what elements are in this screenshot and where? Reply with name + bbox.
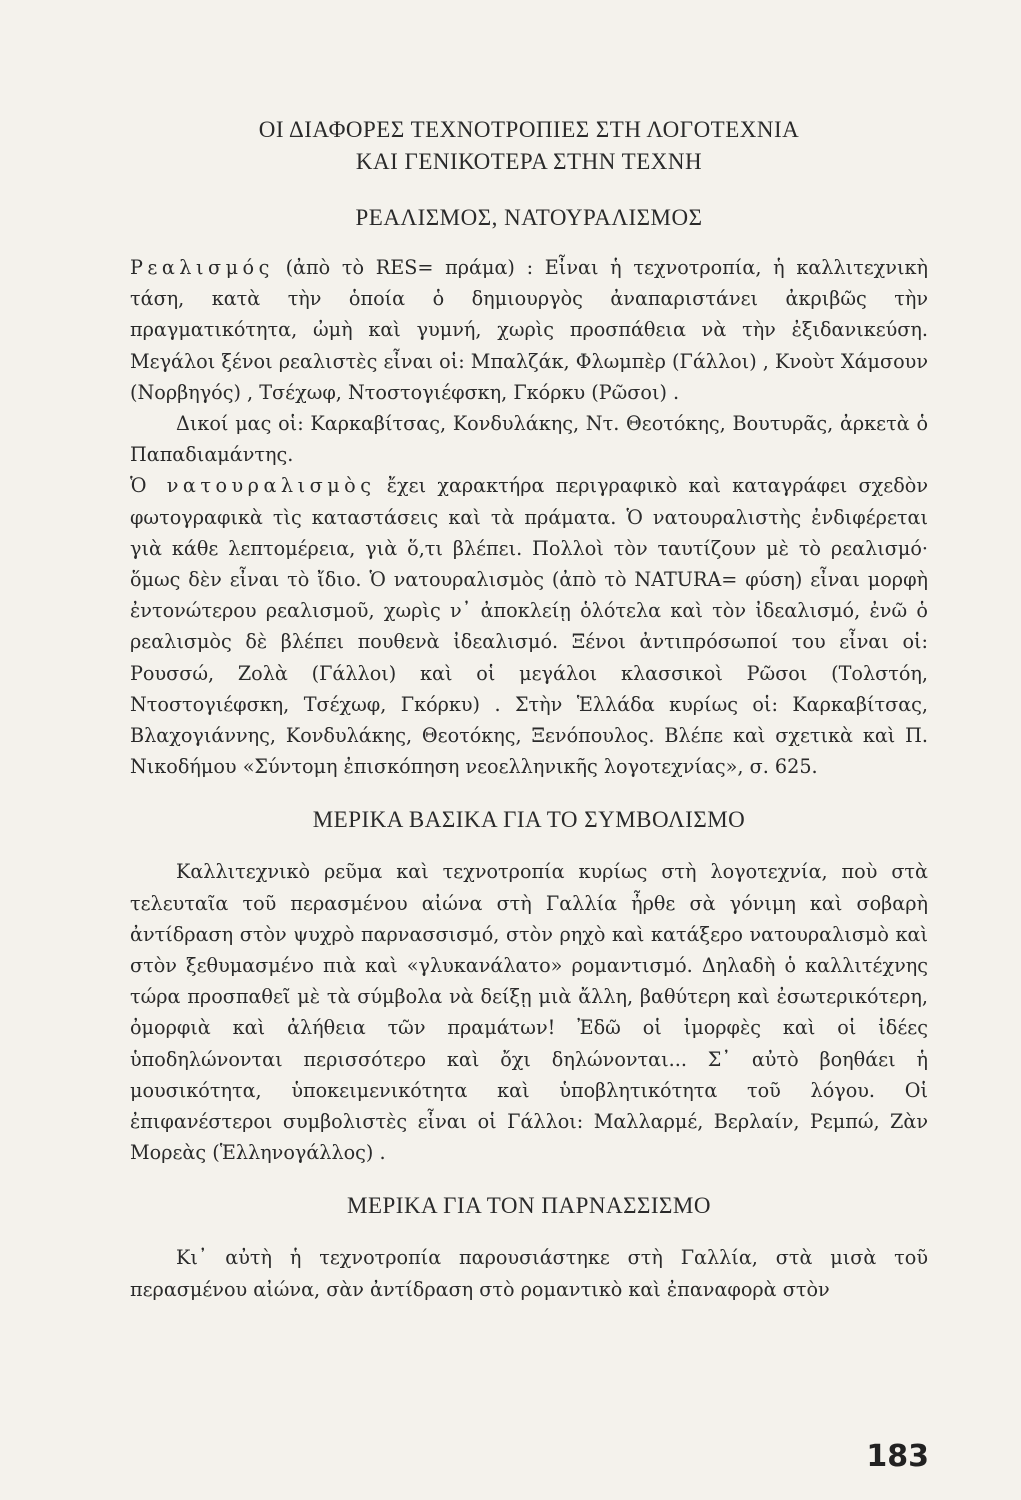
realism-term: Ρεαλισμός — [130, 256, 274, 279]
realism-definition: (ἀπὸ τὸ RES= πράμα) : Εἶναι ἡ τεχνοτροπία, ἡ καλλιτεχνικὴ τάση, κατὰ τὴν ὁποία ὁ δημιουργὸς ἀναπαριστάνει ἀκριβῶς τὴν πραγματικότητα, ὠμὴ καὶ γυμνή, χωρὶς προσπάθεια νὰ τὴν ἐξιδανικεύση. Μεγάλοι ξένοι ρεαλιστὲς εἶναι οἱ: Μπαλζάκ, Φλωμπὲρ (Γάλλοι) , Κνοὺτ Χάμσουν (Νορβηγός) , Τσέχωφ, Ντοστογιέφσκη, Γκόρκυ (Ρῶσοι) . — [130, 256, 928, 404]
page-content — [130, 110, 928, 1305]
chapter-title-line-1: ΟΙ ΔΙΑΦΟΡΕΣ ΤΕΧΝΟΤΡΟΠΙΕΣ ΣΤΗ ΛΟΓΟΤΕΧΝΙΑ — [258, 117, 800, 142]
chapter-title-line-2: ΚΑΙ ΓΕΝΙΚΟΤΕΡΑ ΣΤΗΝ ΤΕΧΝΗ — [355, 149, 703, 174]
symbolism-heading: ΜΕΡΙΚΑ ΒΑΣΙΚΑ ΓΙΑ ΤΟ ΣΥΜΒΟΛΙΣΜΟ — [312, 807, 746, 833]
section-subtitle-realism-naturalism: ΡΕΑΛΙΣΜΟΣ, ΝΑΤΟΥΡΑΛΙΣΜΟΣ — [355, 205, 703, 230]
naturalism-paragraph — [130, 470, 928, 782]
naturalism-definition: ἔχει χαρακτήρα περιγραφικὸ καὶ καταγράφει σχεδὸν φωτογραφικὰ τὶς καταστάσεις καὶ τὰ πράματα. Ὁ νατουραλιστὴς ἐνδιφέρεται γιὰ κάθε λεπτομέρεια, γιὰ ὅ,τι βλέπει. Πολλοὶ τὸν ταυτίζουν μὲ τὸ ρεαλισμό· ὅμως δὲν εἶναι τὸ ἴδιο. Ὁ νατουραλισμὸς (ἀπὸ τὸ NATURA= φύση) εἶναι μορφὴ ἐντονώτερου ρεαλισμοῦ, χωρὶς ν᾽ ἀποκλείῃ ὁλότελα καὶ τὸν ἰδεαλισμό, ἐνῶ ὁ ρεαλισμὸς δὲ βλέπει πουθενὰ ἰδεαλισμό. Ξένοι ἀντιπρόσωποί του εἶναι οἱ: Ρουσσώ, Ζολὰ (Γάλλοι) καὶ οἱ μεγάλοι κλασσικοὶ Ρῶσοι (Τολστόη, Ντοστογιέφσκη, Τσέχωφ, Γκόρκυ) . Στὴν Ἑλλάδα κυρίως οἱ: Καρκαβίτσας, Βλαχογιάννης, Κονδυλάκης, Θεοτόκης, Ξενόπουλος. Βλέπε καὶ σχετικὰ καὶ Π. Νικοδήμου «Σύντομη ἐπισκόπηση νεοελληνικῆς λογοτεχνίας», σ. 625. — [130, 474, 928, 779]
greek-realists-paragraph: Δικοί μας οἱ: Καρκαβίτσας, Κονδυλάκης, Ντ. Θεοτόκης, Βουτυρᾶς, ἀρκετὰ ὁ Παπαδιαμάντης. — [130, 412, 928, 467]
page-number: 183 — [866, 1439, 929, 1474]
realism-paragraph — [130, 252, 928, 408]
parnassism-paragraph: Κι᾽ αὐτὴ ἡ τεχνοτροπία παρουσιάστηκε στὴ Γαλλία, στὰ μισὰ τοῦ περασμένου αἰώνα, σὰν ἀντίδραση στὸ ρομαντικὸ καὶ ἐπαναφορὰ στὸν — [130, 1246, 928, 1301]
naturalism-term: Ὁ νατουραλισμὸς — [130, 474, 376, 498]
parnassism-heading: ΜΕΡΙΚΑ ΓΙΑ ΤΟΝ ΠΑΡΝΑΣΣΙΣΜΟ — [347, 1193, 711, 1219]
symbolism-paragraph: Καλλιτεχνικὸ ρεῦμα καὶ τεχνοτροπία κυρίως στὴ λογοτεχνία, ποὺ στὰ τελευταῖα τοῦ περασμένου αἰώνα στὴ Γαλλία ἦρθε σὰ γόνιμη καὶ σοβαρὴ ἀντίδραση στὸν ψυχρὸ παρνασσισμό, στὸν ρηχὸ καὶ κατάξερο νατουραλισμὸ καὶ στὸν ξεθυμασμένο πιὰ καὶ «γλυκανάλατο» ρομαντισμό. Δηλαδὴ ὁ καλλιτέχνης τώρα προσπαθεῖ μὲ τὰ σύμβολα νὰ δείξῃ μιὰ ἄλλη, βαθύτερη καὶ ἐσωτερικότερη, ὀμορφιὰ καὶ ἀλήθεια τῶν πραμάτων! Ἐδῶ οἱ ἰμορφὲς καὶ οἱ ἰδέες ὑποδηλώνονται περισσότερο καὶ ὄχι δηλώνονται... Σ᾽ αὐτὸ βοηθάει ἡ μουσικότητα, ὑποκειμενικότητα καὶ ὑποβλητικότητα τοῦ λόγου. Οἱ ἐπιφανέστεροι συμβολιστὲς εἶναι οἱ Γάλλοι: Μαλλαρμέ, Βερλαίν, Ρεμπώ, Ζὰν Μορεὰς (Ἑλληνογάλλος) . — [130, 860, 928, 1165]
